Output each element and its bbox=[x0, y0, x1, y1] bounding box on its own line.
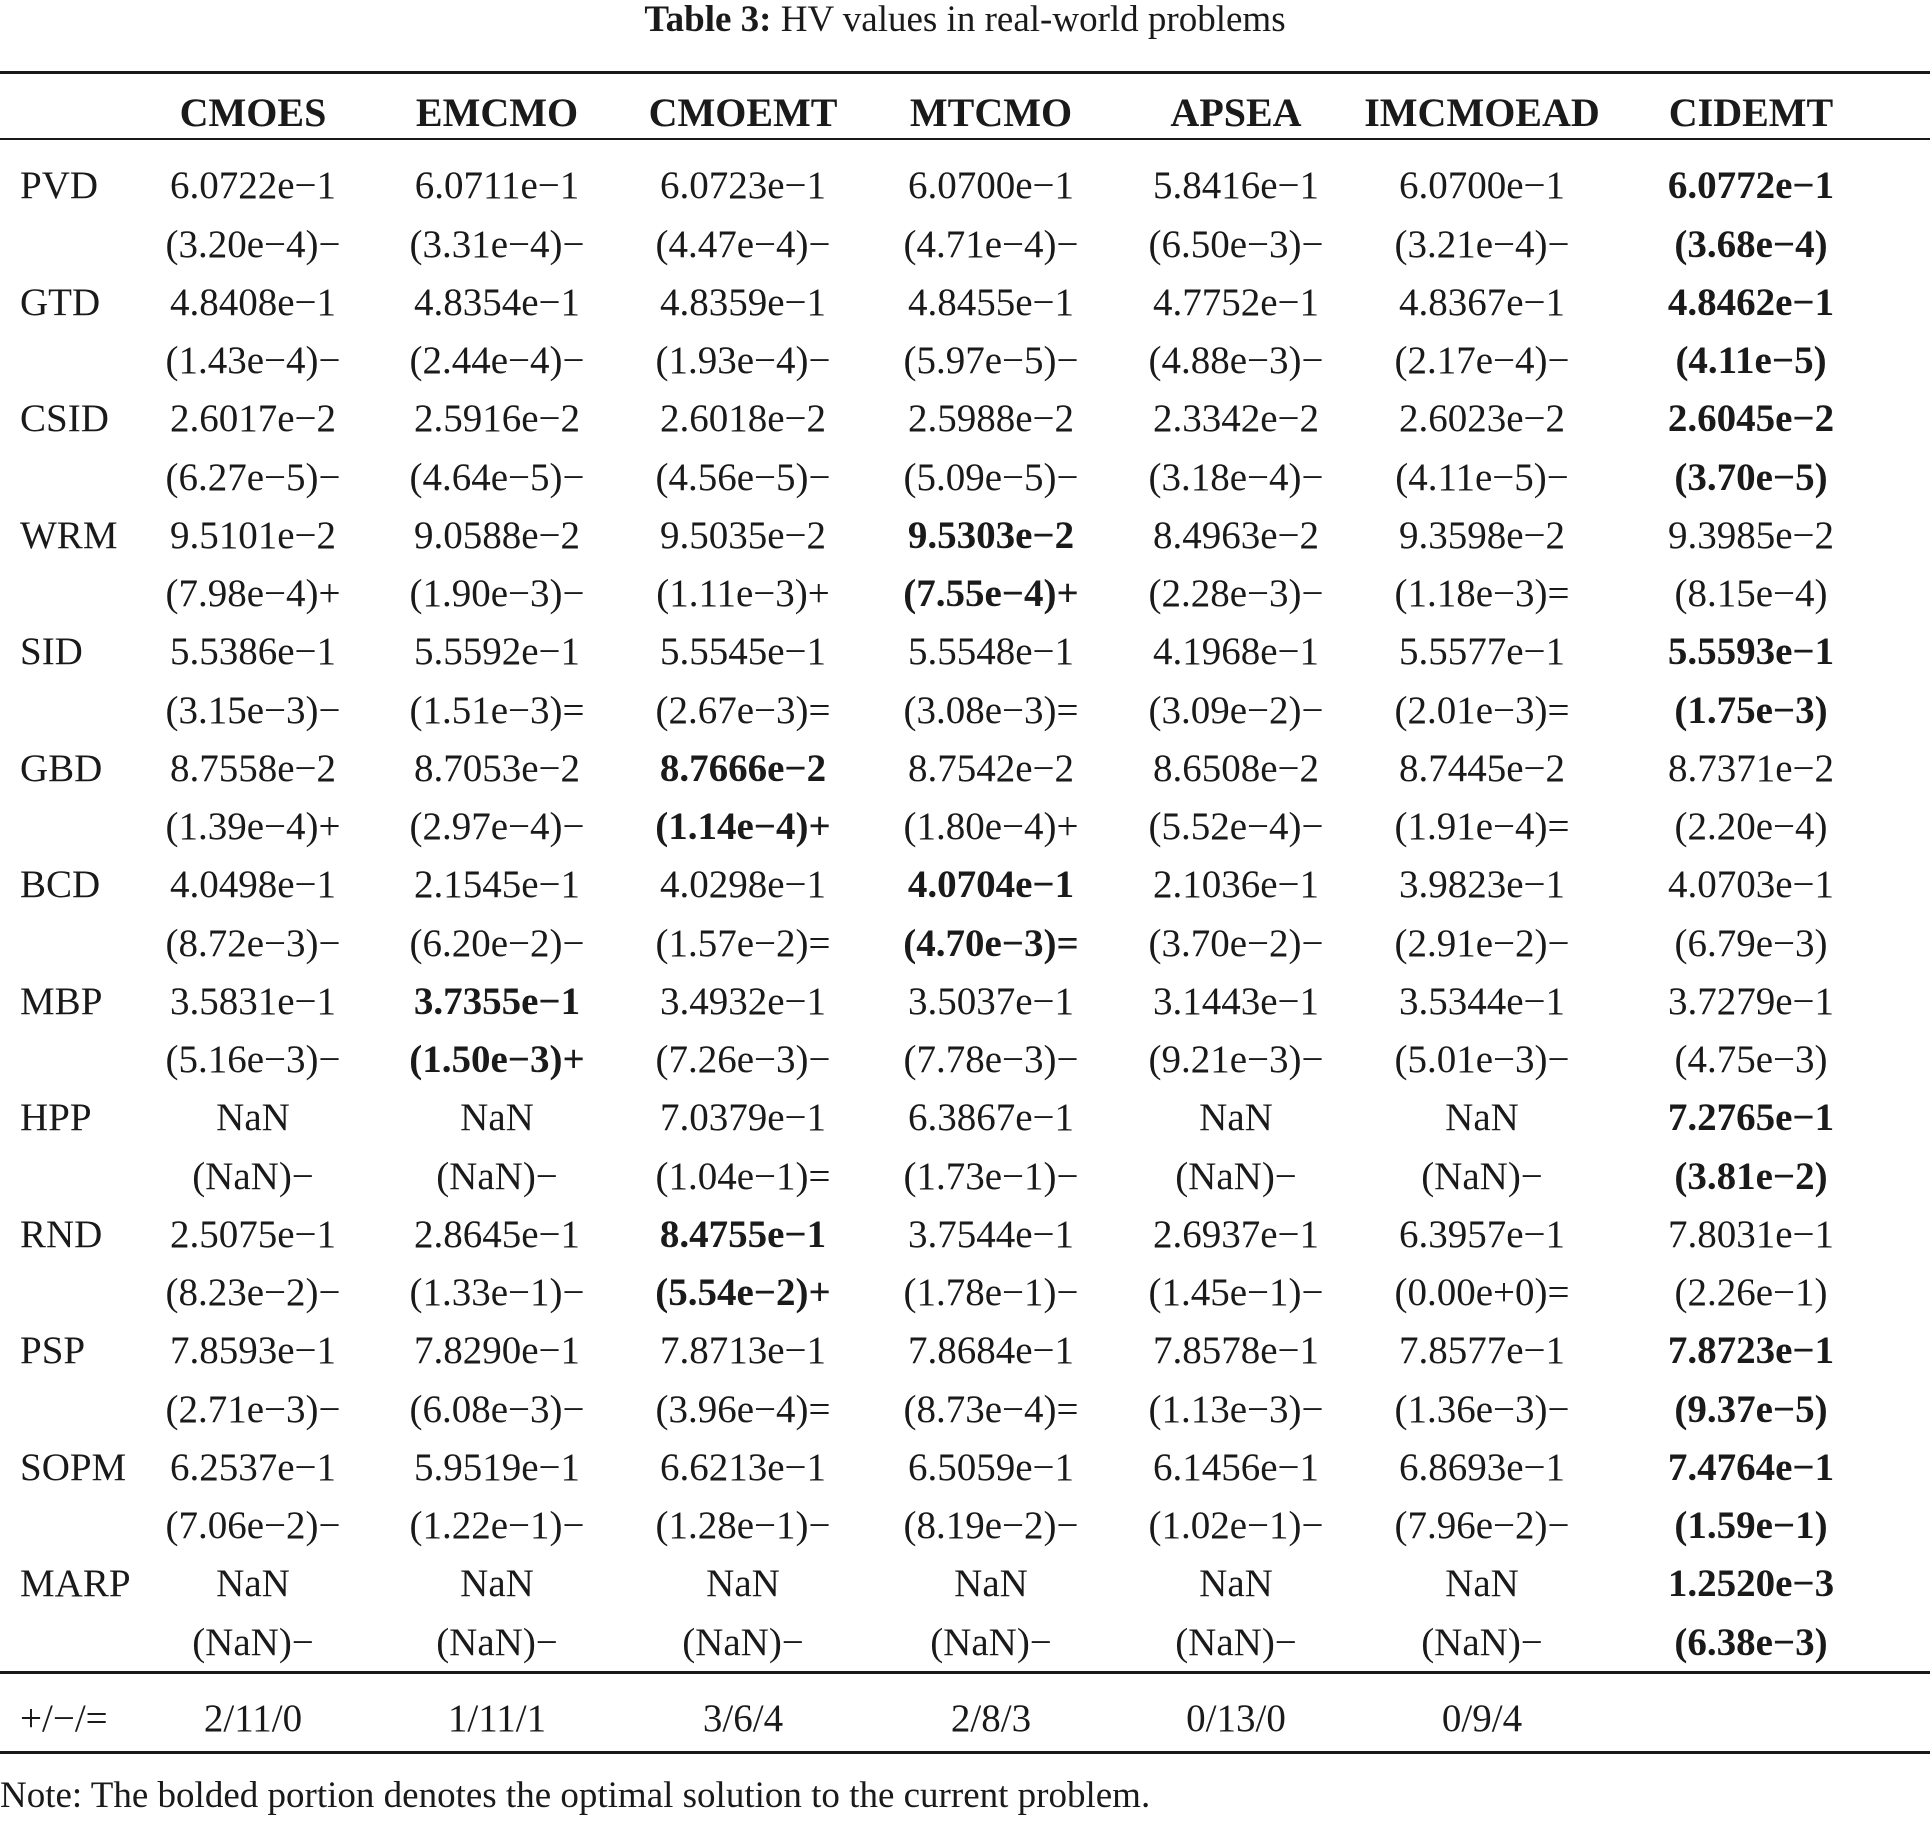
mean-cell: 4.8367e−1 bbox=[1398, 280, 1566, 324]
mean-cell: 8.6508e−2 bbox=[1152, 746, 1320, 790]
std-cell: (3.70e−5) bbox=[1674, 455, 1828, 499]
std-cell: (1.43e−4)− bbox=[165, 339, 341, 382]
mean-cell: 3.7355e−1 bbox=[413, 979, 581, 1023]
std-cell: (7.06e−2)− bbox=[165, 1504, 341, 1547]
column-header-mtcmo: MTCMO bbox=[909, 90, 1073, 135]
std-cell: (2.44e−4)− bbox=[409, 339, 585, 382]
std-cell: (4.75e−3) bbox=[1674, 1038, 1828, 1081]
row-label-psp: PSP bbox=[20, 1329, 86, 1372]
std-cell: (1.28e−1)− bbox=[655, 1504, 831, 1547]
std-cell: (7.98e−4)+ bbox=[165, 572, 341, 615]
mean-cell: NaN bbox=[954, 1562, 1028, 1605]
std-cell: (8.73e−4)= bbox=[903, 1387, 1079, 1431]
std-cell: (4.56e−5)− bbox=[655, 455, 831, 499]
mean-cell: 2.8645e−1 bbox=[413, 1212, 581, 1256]
mean-cell: 2.3342e−2 bbox=[1152, 397, 1320, 440]
mean-cell: 4.8354e−1 bbox=[413, 280, 581, 324]
mean-cell: 5.5577e−1 bbox=[1398, 630, 1566, 673]
mean-cell: NaN bbox=[1445, 1562, 1519, 1605]
std-cell: (3.21e−4)− bbox=[1394, 222, 1570, 266]
mean-cell: 3.7279e−1 bbox=[1667, 979, 1835, 1023]
row-label-sopm: SOPM bbox=[20, 1445, 127, 1489]
mean-cell: 7.8577e−1 bbox=[1398, 1329, 1566, 1372]
std-cell: (4.71e−4)− bbox=[903, 222, 1079, 266]
mean-cell: 4.1968e−1 bbox=[1152, 630, 1320, 673]
std-cell: (6.20e−2)− bbox=[409, 921, 585, 965]
std-cell: (NaN)− bbox=[192, 1154, 314, 1198]
std-cell: (1.51e−3)= bbox=[409, 688, 585, 732]
column-header-cmoemt: CMOEMT bbox=[648, 90, 838, 135]
std-cell: (6.27e−5)− bbox=[165, 455, 341, 499]
std-cell: (6.79e−3) bbox=[1674, 921, 1828, 965]
std-cell: (NaN)− bbox=[930, 1620, 1052, 1664]
mean-cell: 7.2765e−1 bbox=[1667, 1096, 1835, 1139]
mean-cell: 7.8031e−1 bbox=[1667, 1212, 1835, 1256]
std-cell: (2.28e−3)− bbox=[1148, 572, 1324, 615]
column-header-apsea: APSEA bbox=[1170, 90, 1302, 135]
std-cell: (5.16e−3)− bbox=[165, 1038, 341, 1081]
mean-cell: 6.0772e−1 bbox=[1667, 164, 1835, 207]
mean-cell: 2.6023e−2 bbox=[1398, 397, 1566, 440]
row-label-gbd: GBD bbox=[20, 746, 103, 790]
std-cell: (6.50e−3)− bbox=[1148, 222, 1324, 266]
std-cell: (3.20e−4)− bbox=[165, 222, 341, 266]
row-label-marp: MARP bbox=[20, 1562, 131, 1605]
mean-cell: 7.8290e−1 bbox=[413, 1329, 581, 1372]
mean-cell: 5.5548e−1 bbox=[907, 630, 1075, 673]
mean-cell: NaN bbox=[460, 1562, 534, 1605]
mean-cell: 4.0298e−1 bbox=[659, 863, 827, 906]
mean-cell: 8.7558e−2 bbox=[169, 746, 337, 790]
row-label-wrm: WRM bbox=[20, 513, 118, 557]
mean-cell: 6.8693e−1 bbox=[1398, 1445, 1566, 1489]
mean-cell: 6.0700e−1 bbox=[907, 164, 1075, 207]
table-note: Note: The bolded portion denotes the optimal solution to the current problem. bbox=[0, 1775, 1151, 1816]
summary-cell: 1/11/1 bbox=[447, 1697, 547, 1740]
mean-cell: 7.8593e−1 bbox=[169, 1329, 337, 1372]
mean-cell: 8.7445e−2 bbox=[1398, 746, 1566, 790]
mean-cell: 7.8713e−1 bbox=[659, 1329, 827, 1372]
std-cell: (1.45e−1)− bbox=[1148, 1271, 1324, 1314]
mean-cell: 4.0704e−1 bbox=[907, 863, 1075, 906]
std-cell: (1.02e−1)− bbox=[1148, 1504, 1324, 1547]
mean-cell: 8.7053e−2 bbox=[413, 746, 581, 790]
summary-cell: 3/6/4 bbox=[702, 1697, 784, 1740]
mean-cell: 2.6017e−2 bbox=[169, 397, 337, 440]
std-cell: (NaN)− bbox=[1421, 1620, 1543, 1664]
row-label-sid: SID bbox=[20, 630, 83, 673]
mean-cell: 6.0722e−1 bbox=[169, 164, 337, 207]
std-cell: (1.22e−1)− bbox=[409, 1504, 585, 1547]
mean-cell: 2.5075e−1 bbox=[169, 1212, 337, 1256]
mean-cell: 7.8578e−1 bbox=[1152, 1329, 1320, 1372]
std-cell: (NaN)− bbox=[436, 1154, 558, 1198]
mean-cell: 2.1036e−1 bbox=[1152, 863, 1320, 906]
std-cell: (1.93e−4)− bbox=[655, 339, 831, 382]
std-cell: (1.18e−3)= bbox=[1394, 572, 1570, 615]
std-cell: (9.21e−3)− bbox=[1148, 1038, 1324, 1081]
std-cell: (3.08e−3)= bbox=[903, 688, 1079, 732]
std-cell: (5.01e−3)− bbox=[1394, 1038, 1570, 1081]
std-cell: (NaN)− bbox=[1421, 1154, 1543, 1198]
mean-cell: 7.8684e−1 bbox=[907, 1329, 1075, 1372]
summary-cell: 0/13/0 bbox=[1186, 1697, 1286, 1740]
mean-cell: 2.5916e−2 bbox=[413, 397, 581, 440]
row-label-csid: CSID bbox=[20, 397, 109, 440]
std-cell: (5.52e−4)− bbox=[1148, 805, 1324, 848]
std-cell: (1.36e−3)− bbox=[1394, 1387, 1570, 1431]
column-header-cidemt: CIDEMT bbox=[1668, 90, 1834, 135]
std-cell: (NaN)− bbox=[192, 1620, 314, 1664]
std-cell: (NaN)− bbox=[436, 1620, 558, 1664]
mean-cell: 2.6045e−2 bbox=[1667, 397, 1835, 440]
summary-cell: 2/11/0 bbox=[203, 1697, 303, 1740]
std-cell: (1.13e−3)− bbox=[1148, 1387, 1324, 1431]
row-label-pvd: PVD bbox=[20, 164, 99, 207]
mean-cell: 3.4932e−1 bbox=[659, 979, 827, 1023]
std-cell: (1.33e−1)− bbox=[409, 1271, 585, 1314]
std-cell: (1.39e−4)+ bbox=[165, 805, 341, 848]
std-cell: (7.26e−3)− bbox=[655, 1038, 831, 1081]
mean-cell: 3.1443e−1 bbox=[1152, 979, 1320, 1023]
std-cell: (1.04e−1)= bbox=[655, 1154, 831, 1198]
std-cell: (1.11e−3)+ bbox=[656, 572, 830, 615]
std-cell: (NaN)− bbox=[1175, 1154, 1297, 1198]
summary-label: +/−/= bbox=[20, 1697, 108, 1740]
row-label-mbp: MBP bbox=[20, 979, 103, 1023]
mean-cell: NaN bbox=[216, 1562, 290, 1605]
std-cell: (4.88e−3)− bbox=[1148, 339, 1324, 382]
caption-text: HV values in real-world problems bbox=[780, 0, 1286, 40]
mean-cell: NaN bbox=[706, 1562, 780, 1605]
mean-cell: 2.6937e−1 bbox=[1152, 1212, 1320, 1256]
mean-cell: 9.3598e−2 bbox=[1398, 513, 1566, 557]
mean-cell: 5.9519e−1 bbox=[413, 1445, 581, 1489]
mean-cell: 5.8416e−1 bbox=[1152, 164, 1320, 207]
column-header-imcmoead: IMCMOEAD bbox=[1364, 90, 1600, 135]
std-cell: (1.73e−1)− bbox=[903, 1154, 1079, 1198]
std-cell: (2.71e−3)− bbox=[165, 1387, 341, 1431]
mean-cell: 5.5386e−1 bbox=[169, 630, 337, 673]
mean-cell: 9.5303e−2 bbox=[907, 513, 1075, 557]
mean-cell: 3.9823e−1 bbox=[1398, 863, 1566, 906]
std-cell: (0.00e+0)= bbox=[1394, 1271, 1570, 1314]
std-cell: (NaN)− bbox=[682, 1620, 804, 1664]
mean-cell: NaN bbox=[216, 1096, 290, 1139]
std-cell: (1.80e−4)+ bbox=[903, 805, 1079, 848]
std-cell: (1.91e−4)= bbox=[1394, 805, 1570, 848]
mean-cell: 7.8723e−1 bbox=[1667, 1329, 1835, 1372]
std-cell: (1.59e−1) bbox=[1674, 1504, 1828, 1547]
mean-cell: 9.5101e−2 bbox=[169, 513, 337, 557]
row-label-gtd: GTD bbox=[20, 280, 101, 324]
std-cell: (1.90e−3)− bbox=[409, 572, 585, 615]
mean-cell: NaN bbox=[1199, 1562, 1273, 1605]
std-cell: (2.26e−1) bbox=[1674, 1271, 1828, 1314]
std-cell: (1.14e−4)+ bbox=[655, 805, 831, 848]
mean-cell: 6.3867e−1 bbox=[907, 1096, 1075, 1139]
std-cell: (2.91e−2)− bbox=[1394, 921, 1570, 965]
mean-cell: 4.8455e−1 bbox=[907, 280, 1075, 324]
std-cell: (1.57e−2)= bbox=[655, 921, 831, 965]
std-cell: (8.23e−2)− bbox=[165, 1271, 341, 1314]
mean-cell: 6.2537e−1 bbox=[169, 1445, 337, 1489]
mean-cell: 4.8359e−1 bbox=[659, 280, 827, 324]
std-cell: (7.78e−3)− bbox=[903, 1038, 1079, 1081]
mean-cell: 2.1545e−1 bbox=[413, 863, 581, 906]
mean-cell: 7.4764e−1 bbox=[1667, 1445, 1835, 1489]
std-cell: (1.78e−1)− bbox=[903, 1271, 1079, 1314]
row-label-hpp: HPP bbox=[20, 1096, 92, 1139]
std-cell: (8.19e−2)− bbox=[903, 1504, 1079, 1547]
mean-cell: 9.0588e−2 bbox=[413, 513, 581, 557]
mean-cell: 6.0723e−1 bbox=[659, 164, 827, 207]
mean-cell: 9.5035e−2 bbox=[659, 513, 827, 557]
mean-cell: 4.0703e−1 bbox=[1667, 863, 1835, 906]
mean-cell: 4.8462e−1 bbox=[1667, 280, 1835, 324]
mean-cell: 8.4755e−1 bbox=[659, 1212, 827, 1256]
std-cell: (1.75e−3) bbox=[1674, 688, 1828, 732]
std-cell: (6.38e−3) bbox=[1674, 1620, 1828, 1664]
std-cell: (2.20e−4) bbox=[1674, 805, 1828, 848]
mean-cell: 9.3985e−2 bbox=[1667, 513, 1835, 557]
mean-cell: 4.0498e−1 bbox=[169, 863, 337, 906]
mean-cell: 3.5037e−1 bbox=[907, 979, 1075, 1023]
mean-cell: 2.6018e−2 bbox=[659, 397, 827, 440]
std-cell: (4.47e−4)− bbox=[655, 222, 831, 266]
mean-cell: 6.5059e−1 bbox=[907, 1445, 1075, 1489]
mean-cell: 6.1456e−1 bbox=[1152, 1445, 1320, 1489]
mean-cell: 3.5831e−1 bbox=[169, 979, 337, 1023]
mean-cell: 3.5344e−1 bbox=[1398, 979, 1566, 1023]
mean-cell: 7.0379e−1 bbox=[659, 1096, 827, 1139]
mean-cell: 8.7371e−2 bbox=[1667, 746, 1835, 790]
std-cell: (2.97e−4)− bbox=[409, 805, 585, 848]
std-cell: (3.68e−4) bbox=[1674, 222, 1828, 266]
std-cell: (5.09e−5)− bbox=[903, 455, 1079, 499]
mean-cell: 4.7752e−1 bbox=[1152, 280, 1320, 324]
std-cell: (3.09e−2)− bbox=[1148, 688, 1324, 732]
std-cell: (4.11e−5) bbox=[1675, 339, 1827, 382]
std-cell: (7.96e−2)− bbox=[1394, 1504, 1570, 1547]
mean-cell: 6.3957e−1 bbox=[1398, 1212, 1566, 1256]
row-label-bcd: BCD bbox=[20, 863, 101, 906]
mean-cell: NaN bbox=[1445, 1096, 1519, 1139]
mean-cell: 8.4963e−2 bbox=[1152, 513, 1320, 557]
mean-cell: NaN bbox=[1199, 1096, 1273, 1139]
std-cell: (NaN)− bbox=[1175, 1620, 1297, 1664]
mean-cell: 3.7544e−1 bbox=[907, 1212, 1075, 1256]
std-cell: (5.97e−5)− bbox=[903, 339, 1079, 382]
mean-cell: 4.8408e−1 bbox=[169, 280, 337, 324]
std-cell: (9.37e−5) bbox=[1674, 1387, 1828, 1431]
std-cell: (4.11e−5)− bbox=[1395, 455, 1569, 499]
std-cell: (2.17e−4)− bbox=[1394, 339, 1570, 382]
std-cell: (4.70e−3)= bbox=[903, 921, 1079, 965]
std-cell: (6.08e−3)− bbox=[409, 1387, 585, 1431]
mean-cell: 1.2520e−3 bbox=[1667, 1562, 1835, 1605]
std-cell: (3.31e−4)− bbox=[409, 222, 585, 266]
std-cell: (3.70e−2)− bbox=[1148, 921, 1324, 965]
std-cell: (7.55e−4)+ bbox=[903, 572, 1079, 615]
mean-cell: 6.0700e−1 bbox=[1398, 164, 1566, 207]
std-cell: (3.81e−2) bbox=[1674, 1154, 1828, 1198]
mean-cell: 5.5545e−1 bbox=[659, 630, 827, 673]
column-header-cmoes: CMOES bbox=[179, 90, 327, 135]
caption-label: Table 3: bbox=[644, 0, 772, 40]
std-cell: (3.15e−3)− bbox=[165, 688, 341, 732]
std-cell: (8.72e−3)− bbox=[165, 921, 341, 965]
row-label-rnd: RND bbox=[20, 1212, 103, 1256]
mean-cell: 8.7542e−2 bbox=[907, 746, 1075, 790]
mean-cell: NaN bbox=[460, 1096, 534, 1139]
mean-cell: 5.5593e−1 bbox=[1667, 630, 1835, 673]
mean-cell: 2.5988e−2 bbox=[907, 397, 1075, 440]
std-cell: (1.50e−3)+ bbox=[409, 1038, 585, 1081]
std-cell: (2.01e−3)= bbox=[1394, 688, 1570, 732]
mean-cell: 6.0711e−1 bbox=[414, 164, 580, 207]
std-cell: (2.67e−3)= bbox=[655, 688, 831, 732]
mean-cell: 6.6213e−1 bbox=[659, 1445, 827, 1489]
std-cell: (3.18e−4)− bbox=[1148, 455, 1324, 499]
mean-cell: 5.5592e−1 bbox=[413, 630, 581, 673]
std-cell: (8.15e−4) bbox=[1674, 572, 1828, 615]
std-cell: (4.64e−5)− bbox=[409, 455, 585, 499]
column-header-emcmo: EMCMO bbox=[415, 90, 579, 135]
summary-cell: 0/9/4 bbox=[1441, 1697, 1523, 1740]
mean-cell: 8.7666e−2 bbox=[659, 746, 827, 790]
std-cell: (3.96e−4)= bbox=[655, 1387, 831, 1431]
std-cell: (5.54e−2)+ bbox=[655, 1271, 831, 1314]
summary-cell: 2/8/3 bbox=[950, 1697, 1032, 1740]
